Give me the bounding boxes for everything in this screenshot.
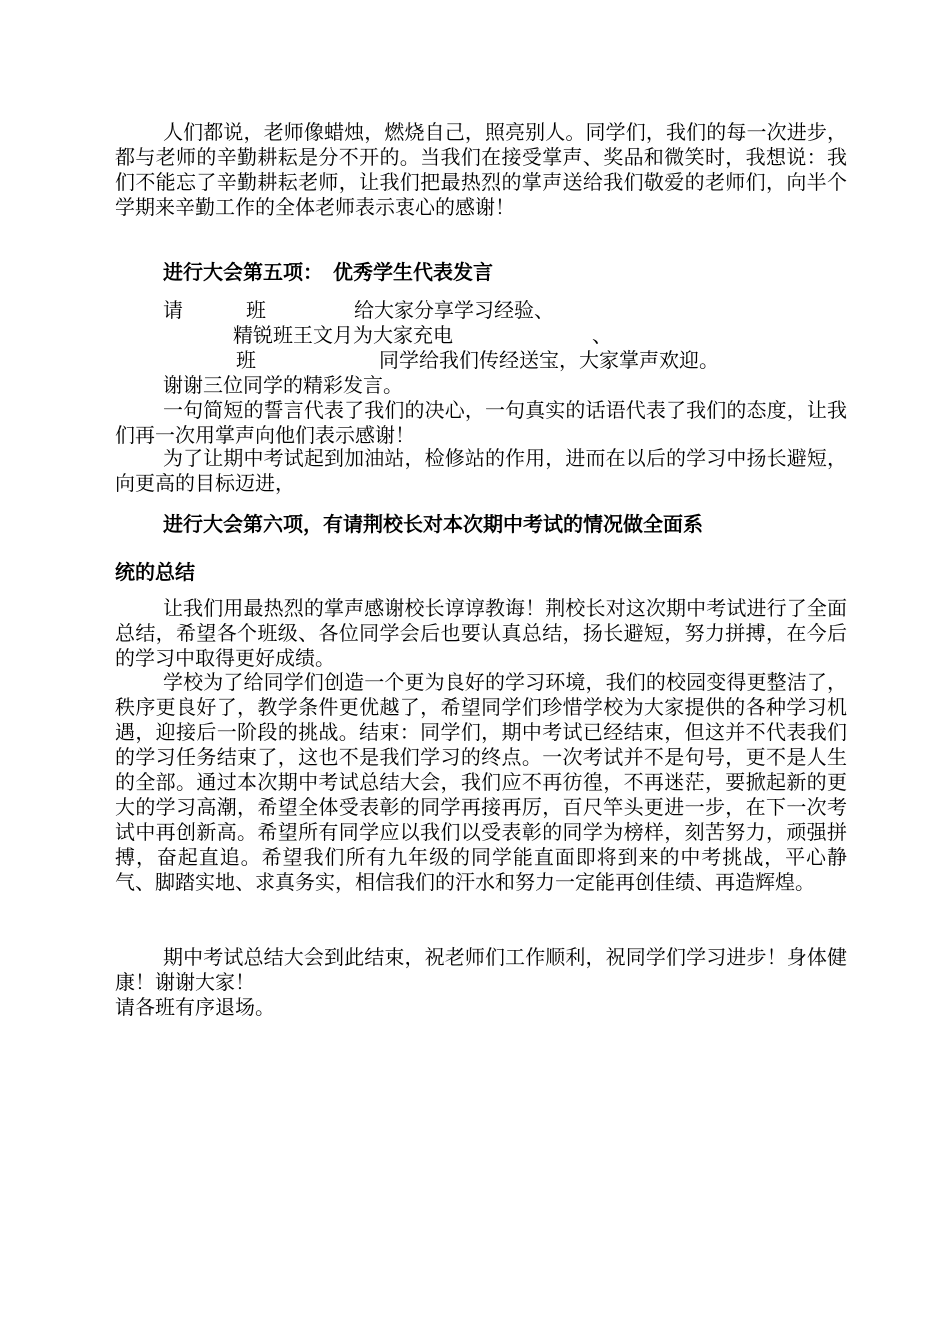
speaker-line-3-class: 班 <box>236 348 256 372</box>
speaker-line-1-class: 班 <box>246 298 266 322</box>
speaker-line-2-comma: 、 <box>592 323 612 347</box>
thanks-line: 谢谢三位同学的精彩发言。 <box>163 373 403 397</box>
paragraph-oath: 一句简短的誓言代表了我们的决心，一句真实的话语代表了我们的态度，让我们再一次用掌声向他们表示感谢！ <box>115 398 847 447</box>
agenda-item-5-heading: 进行大会第五项： 优秀学生代表发言 <box>163 260 493 284</box>
agenda-item-6-heading-line-1: 进行大会第六项，有请荆校长对本次期中考试的情况做全面系 <box>163 512 703 536</box>
speaker-line-1-text: 给大家分享学习经验、 <box>354 298 554 322</box>
speaker-line-1-please: 请 <box>163 298 183 322</box>
speaker-line-3-text: 同学给我们传经送宝，大家掌声欢迎。 <box>379 348 719 372</box>
paragraph-purpose: 为了让期中考试起到加油站，检修站的作用，进而在以后的学习中扬长避短，向更高的目标迈进， <box>115 446 847 495</box>
paragraph-meeting-end: 期中考试总结大会到此结束，祝老师们工作顺利，祝同学们学习进步！身体健康！谢谢大家！ <box>115 945 847 994</box>
agenda-item-6-heading-line-2: 统的总结 <box>115 560 195 584</box>
speaker-line-2-text: 精锐班王文月为大家充电 <box>233 323 453 347</box>
paragraph-principal-summary: 让我们用最热烈的掌声感谢校长谆谆教诲！荆校长对这次期中考试进行了全面总结，希望各个班级、各位同学会后也要认真总结，扬长避短，努力拼搏，在今后的学习中取得更好成绩。 <box>115 596 847 670</box>
dismissal-line: 请各班有序退场。 <box>115 995 275 1019</box>
paragraph-closing-remarks: 学校为了给同学们创造一个更为良好的学习环境，我们的校园变得更整洁了，秩序更良好了，教学条件更优越了，希望同学们珍惜学校为大家提供的各种学习机遇，迎接后一阶段的挑战。结束：同学们，期中考试已经结束，但这并不代表我们的学习任务结束了，这也不是我们学习的终点。一次考试并不是句号，更不是人生的全部。通过本次期中考试总结大会，我们应不再彷徨，不再迷茫，要掀起新的更大的学习高潮，希望全体受表彰的同学再接再厉，百尺竿头更进一步，在下一次考试中再创新高。希望所有同学应以我们以受表彰的同学为榜样，刻苦努力，顽强拼搏，奋起直追。希望我们所有九年级的同学能直面即将到来的中考挑战，平心静气、脚踏实地、求真务实，相信我们的汗水和努力一定能再创佳绩、再造辉煌。 <box>115 670 847 894</box>
paragraph-thanks-teachers: 人们都说，老师像蜡烛，燃烧自己，照亮别人。同学们，我们的每一次进步，都与老师的辛勤耕耘是分不开的。当我们在接受掌声、奖品和微笑时，我想说：我们不能忘了辛勤耕耘老师，让我们把最热烈的掌声送给我们敬爱的老师们，向半个学期来辛勤工作的全体老师表示衷心的感谢！ <box>115 120 847 219</box>
